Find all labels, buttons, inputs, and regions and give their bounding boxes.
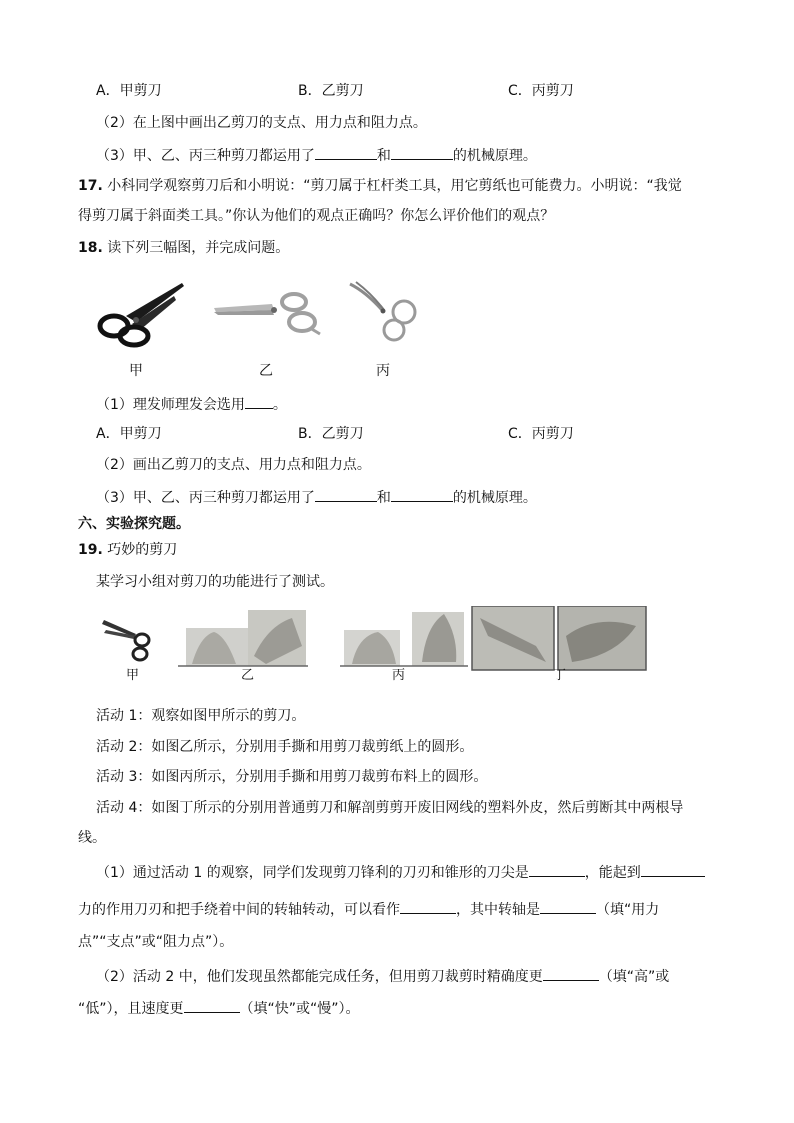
q18-sub1: （1）理发师理发会选用 。 — [96, 393, 287, 415]
scissors-jia-image — [102, 620, 149, 660]
question-number: 17. — [78, 178, 103, 194]
question-number: 19. — [78, 542, 103, 558]
q19-title: 19. 巧妙的剪刀 — [78, 542, 178, 558]
q19-activity-2: 活动 2：如图乙所示，分别用手撕和用剪刀裁剪纸上的圆形。 — [96, 739, 474, 755]
answer-blank[interactable] — [400, 898, 456, 914]
answer-blank[interactable] — [540, 898, 596, 914]
q19-sub2-line1: （2）活动 2 中，他们发现虽然都能完成任务，但用剪刀裁剪时精确度更 （填“高”或 — [96, 965, 669, 987]
figure-label-bing: 丙 — [392, 668, 406, 683]
q18-option-b: B．乙剪刀 — [298, 426, 364, 442]
answer-blank[interactable] — [543, 965, 599, 981]
q18-sub3: （3）甲、乙、丙三种剪刀都运用了 和 的机械原理。 — [96, 486, 537, 508]
q19-activity-4-line1: 活动 4：如图丁所示的分别用普通剪刀和解剖剪剪开废旧网线的塑料外皮，然后剪断其中两根导 — [96, 800, 684, 816]
scissors-bing-image — [346, 280, 422, 344]
answer-blank[interactable] — [391, 486, 453, 502]
q18-option-a: A．甲剪刀 — [96, 426, 162, 442]
q16-option-a: A．甲剪刀 — [96, 83, 162, 99]
q19-sub1-line1: （1）通过活动 1 的观察，同学们发现剪刀锋利的刀刃和锥形的刀尖是 ，能起到 — [96, 861, 705, 883]
q19-sub1-line3: 点”“支点”或“阻力点”）。 — [78, 934, 234, 950]
section-heading: 六、实验探究题。 — [78, 516, 190, 532]
answer-blank[interactable] — [315, 144, 377, 160]
figure-label-bing: 丙 — [376, 363, 390, 379]
question-number: 18. — [78, 240, 103, 256]
answer-blank[interactable] — [529, 861, 585, 877]
q19-activity-1: 活动 1：观察如图甲所示的剪刀。 — [96, 708, 306, 724]
figure-label-yi: 乙 — [241, 668, 255, 683]
answer-blank[interactable] — [641, 861, 705, 877]
q18-option-c: C．丙剪刀 — [508, 426, 574, 442]
q18-title: 18. 读下列三幅图，并完成问题。 — [78, 240, 290, 256]
figure-label-jia: 甲 — [129, 363, 143, 379]
figure-label-yi: 乙 — [259, 363, 273, 379]
q16-option-b: B．乙剪刀 — [298, 83, 364, 99]
q19-sub1-line2: 力的作用刀刃和把手绕着中间的转轴转动，可以看作 ，其中转轴是 （填“用力 — [78, 898, 659, 920]
scissors-jia-image — [96, 278, 186, 348]
answer-blank[interactable] — [184, 997, 240, 1013]
figure-label-jia: 甲 — [126, 668, 140, 683]
answer-blank[interactable] — [245, 393, 273, 409]
q19-activity-4-line2: 线。 — [78, 830, 106, 846]
q17-line2: 得剪刀属于斜面类工具。”你认为他们的观点正确吗？你怎么评价他们的观点？ — [78, 208, 555, 224]
q16-option-c: C．丙剪刀 — [508, 83, 574, 99]
figure-label-ding: 丁 — [553, 668, 567, 683]
q19-intro: 某学习小组对剪刀的功能进行了测试。 — [96, 574, 334, 590]
q18-sub2: （2）画出乙剪刀的支点、用力点和阻力点。 — [96, 457, 371, 473]
scissors-yi-image — [212, 288, 324, 338]
q19-activity-3: 活动 3：如图丙所示，分别用手撕和用剪刀裁剪布料上的圆形。 — [96, 769, 488, 785]
q17-line1: 17. 小科同学观察剪刀后和小明说：“剪刀属于杠杆类工具，用它剪纸也可能费力。小明说：“我觉 — [78, 178, 682, 194]
answer-blank[interactable] — [315, 486, 377, 502]
q16-sub2: （2）在上图中画出乙剪刀的支点、用力点和阻力点。 — [96, 115, 427, 131]
answer-blank[interactable] — [391, 144, 453, 160]
q16-sub3: （3）甲、乙、丙三种剪刀都运用了 和 的机械原理。 — [96, 144, 537, 166]
q19-sub2-line2: “低”），且速度更 （填“快”或“慢”）。 — [78, 997, 360, 1019]
